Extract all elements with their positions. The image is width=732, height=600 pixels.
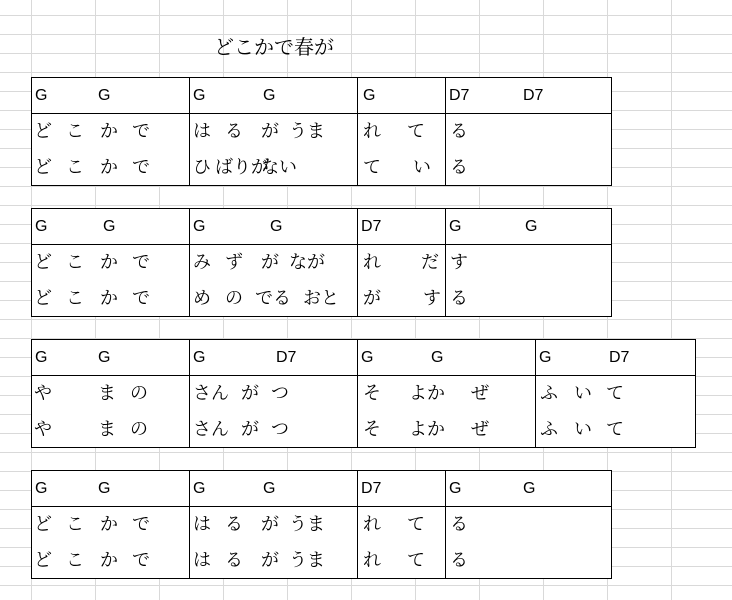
lyric-syllable: うま <box>289 121 325 142</box>
lyric-syllable: そ <box>363 383 381 404</box>
chord-label: G <box>103 218 116 235</box>
lyric-syllable: で <box>132 157 150 178</box>
chord-cell <box>32 340 190 376</box>
lyric-cell <box>446 150 612 186</box>
chord-label: G <box>193 480 206 497</box>
lyric-cell <box>32 245 190 281</box>
lyric-cell <box>190 507 358 543</box>
lyric-syllable: よか <box>409 383 445 404</box>
lyric-cell <box>446 507 612 543</box>
lyric-syllable: す <box>450 252 468 273</box>
chord-label: G <box>363 87 376 104</box>
lyric-syllable: が <box>241 383 259 404</box>
lyric-cell <box>190 114 358 150</box>
lyric-cell <box>358 412 536 448</box>
lyric-cell <box>32 543 190 579</box>
lyric-syllable: ま <box>98 383 116 404</box>
lyric-syllable: て <box>363 157 381 178</box>
chord-label: G <box>98 87 111 104</box>
lyric-cell <box>446 281 612 317</box>
lyric-cell <box>190 281 358 317</box>
lyric-syllable: ま <box>98 419 116 440</box>
chord-cell <box>536 340 696 376</box>
lyric-syllable: つ <box>271 419 289 440</box>
chord-label: G <box>539 349 552 366</box>
lyric-syllable: こ <box>66 157 84 178</box>
lyric-cell <box>32 507 190 543</box>
chord-label: G <box>35 480 48 497</box>
chord-label: G <box>193 87 206 104</box>
lyric-cell <box>358 507 446 543</box>
lyric-syllable: こ <box>66 121 84 142</box>
chord-cell <box>32 471 190 507</box>
lyric-syllable: め <box>193 288 211 309</box>
chord-label: D7 <box>609 349 630 366</box>
lyric-syllable: こ <box>66 252 84 273</box>
lyric-syllable: で <box>132 550 150 571</box>
lyric-syllable: さん <box>193 383 229 404</box>
lyric-syllable: ふ <box>540 419 558 440</box>
chord-cell <box>32 209 190 245</box>
lyric-syllable: る <box>450 157 468 178</box>
lyric-syllable: ど <box>34 550 52 571</box>
chord-label: G <box>193 218 206 235</box>
lyric-syllable: る <box>450 514 468 535</box>
chord-cell <box>32 78 190 114</box>
lyric-syllable: や <box>34 383 52 404</box>
chord-label: G <box>449 218 462 235</box>
lyric-syllable: さん <box>193 419 229 440</box>
lyric-syllable: おと <box>303 288 339 309</box>
lyric-cell <box>190 150 358 186</box>
lyric-syllable: れ <box>363 252 381 273</box>
lyric-syllable: か <box>100 550 118 571</box>
lyric-cell <box>446 543 612 579</box>
lyric-syllable: が <box>363 288 381 309</box>
chord-cell <box>358 78 446 114</box>
lyric-syllable: うま <box>289 514 325 535</box>
lyric-syllable: そ <box>363 419 381 440</box>
lyric-syllable: は <box>193 121 211 142</box>
lyric-syllable: こ <box>66 550 84 571</box>
lyric-cell <box>190 412 358 448</box>
lyric-syllable: て <box>606 419 624 440</box>
chord-cell <box>358 209 446 245</box>
lyric-syllable: ど <box>34 252 52 273</box>
lyric-syllable: ど <box>34 157 52 178</box>
chord-label: G <box>35 349 48 366</box>
lyric-cell <box>536 412 696 448</box>
lyric-syllable: が <box>261 252 279 273</box>
lyric-cell <box>446 245 612 281</box>
lyric-syllable: い <box>574 383 592 404</box>
lyric-cell <box>32 150 190 186</box>
chord-label: G <box>35 87 48 104</box>
chord-label: G <box>98 480 111 497</box>
lyric-syllable: か <box>100 514 118 535</box>
lyric-cell <box>32 412 190 448</box>
lyric-syllable: ばりが <box>215 157 269 178</box>
lyric-syllable: で <box>132 121 150 142</box>
lyric-syllable: い <box>413 157 431 178</box>
chord-cell <box>446 78 612 114</box>
lyric-syllable: る <box>225 121 243 142</box>
chord-label: G <box>98 349 111 366</box>
lyric-syllable: が <box>261 550 279 571</box>
lyric-syllable: れ <box>363 121 381 142</box>
chord-label: D7 <box>361 480 382 497</box>
lyric-cell <box>358 150 446 186</box>
lyric-syllable: み <box>193 252 211 273</box>
lyric-syllable: か <box>100 288 118 309</box>
lyric-syllable: れ <box>363 550 381 571</box>
verse-block-1 <box>31 77 612 186</box>
chord-label: G <box>449 480 462 497</box>
lyric-syllable: こ <box>66 514 84 535</box>
chord-label: D7 <box>449 87 470 104</box>
lyric-syllable: で <box>132 514 150 535</box>
lyric-cell <box>190 245 358 281</box>
lyric-syllable: でる <box>255 288 291 309</box>
lyric-syllable: の <box>130 419 148 440</box>
lyric-cell <box>190 376 358 412</box>
chord-label: G <box>263 87 276 104</box>
lyric-syllable: は <box>193 514 211 535</box>
lyric-syllable: ない <box>261 157 297 178</box>
lyric-cell <box>358 543 446 579</box>
lyric-syllable: る <box>225 514 243 535</box>
chord-label: G <box>361 349 374 366</box>
chord-label: G <box>263 480 276 497</box>
chord-cell <box>190 78 358 114</box>
lyric-syllable: ひ <box>193 157 211 178</box>
lyric-syllable: が <box>261 514 279 535</box>
lyric-syllable: る <box>450 288 468 309</box>
lyric-syllable: が <box>241 419 259 440</box>
chord-label: G <box>270 218 283 235</box>
lyric-syllable: る <box>450 121 468 142</box>
chord-label: D7 <box>361 218 382 235</box>
lyric-cell <box>358 376 536 412</box>
chord-cell <box>358 471 446 507</box>
verse-block-3 <box>31 339 696 448</box>
lyric-syllable: れ <box>363 514 381 535</box>
lyric-syllable: て <box>407 121 425 142</box>
lyric-syllable: ど <box>34 121 52 142</box>
lyric-syllable: よか <box>409 419 445 440</box>
lyric-syllable: か <box>100 121 118 142</box>
lyric-syllable: なが <box>289 252 325 273</box>
lyric-syllable: が <box>261 121 279 142</box>
chord-cell <box>190 209 358 245</box>
chord-cell <box>358 340 536 376</box>
lyric-syllable: ど <box>34 288 52 309</box>
lyric-syllable: る <box>450 550 468 571</box>
lyric-syllable: て <box>407 550 425 571</box>
chord-cell <box>446 209 612 245</box>
lyric-syllable: うま <box>289 550 325 571</box>
song-title: どこかで春が <box>214 35 334 59</box>
lyric-syllable: て <box>606 383 624 404</box>
chord-cell <box>446 471 612 507</box>
lyric-syllable: る <box>225 550 243 571</box>
lyric-cell <box>358 245 446 281</box>
chord-label: D7 <box>523 87 544 104</box>
chord-cell <box>190 340 358 376</box>
lyric-syllable: ぜ <box>471 419 489 440</box>
chord-label: G <box>523 480 536 497</box>
verse-block-2 <box>31 208 612 317</box>
chord-label: G <box>525 218 538 235</box>
lyric-syllable: ず <box>225 252 243 273</box>
lyric-cell <box>32 281 190 317</box>
lyric-syllable: す <box>423 288 441 309</box>
chord-cell <box>190 471 358 507</box>
lyric-syllable: か <box>100 157 118 178</box>
lyric-cell <box>190 543 358 579</box>
lyric-syllable: で <box>132 252 150 273</box>
lyric-syllable: の <box>130 383 148 404</box>
lyric-cell <box>358 281 446 317</box>
lyric-syllable: は <box>193 550 211 571</box>
chord-label: G <box>35 218 48 235</box>
lyric-syllable: ど <box>34 514 52 535</box>
lyric-cell <box>536 376 696 412</box>
lyric-cell <box>358 114 446 150</box>
lyric-syllable: つ <box>271 383 289 404</box>
lyric-syllable: い <box>574 419 592 440</box>
lyric-syllable: て <box>407 514 425 535</box>
lyric-syllable: や <box>34 419 52 440</box>
lyric-cell <box>446 114 612 150</box>
verse-block-4 <box>31 470 612 579</box>
lyric-syllable: ふ <box>540 383 558 404</box>
lyric-syllable: ぜ <box>471 383 489 404</box>
lyric-cell <box>32 376 190 412</box>
lyric-syllable: の <box>225 288 243 309</box>
lyric-syllable: で <box>132 288 150 309</box>
chord-label: G <box>431 349 444 366</box>
lyric-syllable: だ <box>421 252 439 273</box>
lyric-cell <box>32 114 190 150</box>
chord-label: D7 <box>276 349 297 366</box>
lyric-syllable: か <box>100 252 118 273</box>
lyric-syllable: こ <box>66 288 84 309</box>
chord-label: G <box>193 349 206 366</box>
